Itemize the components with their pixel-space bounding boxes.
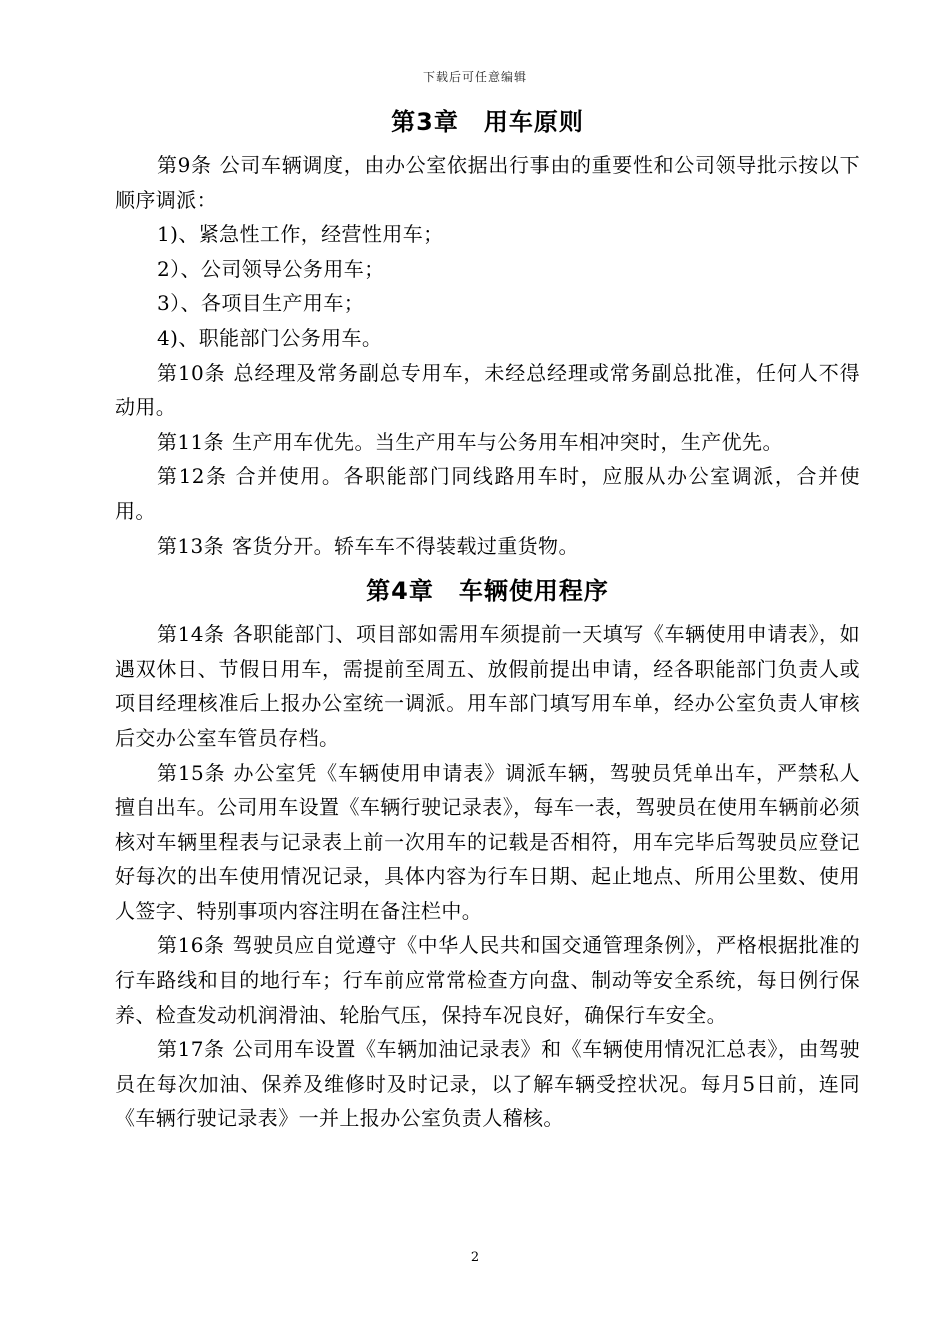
article-label: 第12条 [157, 464, 228, 489]
article-13 [115, 529, 860, 564]
header-note: 下载后可任意编辑 [422, 70, 527, 84]
article-14 [115, 617, 860, 755]
article-15 [115, 756, 860, 929]
article-text: 客货分开。轿车车不得装载过重货物。 [232, 533, 579, 558]
document-body [115, 102, 860, 1136]
article-text: 生产用车优先。当生产用车与公务用车相冲突时，生产优先。 [232, 429, 783, 454]
article-text: 驾驶员应自觉遵守《中华人民共和国交通管理条例》，严格根据批准的行车路线和目的地行车；行车前应常常检查方向盘、制动等安全系统，每日例行保养、检查发动机润滑油、轮胎气压，保持车况良好，确保行车安全。 [115, 933, 860, 1027]
article-text: 办公室凭《车辆使用申请表》调派车辆，驾驶员凭单出车，严禁私人擅自出车。公司用车设置《车辆行驶记录表》，每车一表，驾驶员在使用车辆前必须核对车辆里程表与记录表上前一次用车的记载是否相符，用车完毕后驾驶员应登记好每次的出车使用情况记录，具体内容为行车日期、起止地点、所用公里数、使用人签字、特别事项内容注明在备注栏中。 [115, 760, 860, 923]
list-item-4: 4)、职能部门公务用车。 [157, 325, 383, 350]
article-11 [115, 425, 860, 460]
article-label: 第14条 [157, 622, 225, 647]
article-text: 公司用车设置《车辆加油记录表》和《车辆使用情况汇总表》，由驾驶员在每次加油、保养及维修时及时记录，以了解车辆受控状况。每月5日前，连同《车辆行驶记录表》一并上报办公室负责人稽核。 [115, 1037, 860, 1131]
page-number: 2 [470, 1250, 480, 1265]
article-label: 第11条 [157, 429, 225, 454]
article-label: 第10条 [157, 360, 226, 385]
article-label: 第16条 [157, 933, 225, 958]
article-label: 第15条 [157, 760, 226, 785]
list-item-1: 1)、紧急性工作，经营性用车； [157, 222, 444, 247]
article-text: 合并使用。各职能部门同线路用车时，应服从办公室调派，合并使用。 [115, 464, 860, 523]
article-label: 第17条 [157, 1037, 225, 1062]
article-10 [115, 356, 860, 425]
article-label: 第9条 [157, 153, 212, 177]
article-12 [115, 459, 860, 528]
article-16 [115, 928, 860, 1032]
article-9 [115, 148, 860, 217]
chapter-4-title: 第4章 车辆使用程序 [366, 577, 609, 606]
article-text: 公司车辆调度，由办公室依据出行事由的重要性和公司领导批示按以下顺序调派： [115, 153, 860, 212]
article-17 [115, 1032, 860, 1136]
list-item-3: 3）、各项目生产用车； [157, 291, 365, 316]
chapter-3-title: 第3章 用车原则 [391, 108, 584, 136]
article-label: 第13条 [157, 533, 225, 558]
list-item-2: 2）、公司领导公务用车； [157, 256, 385, 281]
article-text: 各职能部门、项目部如需用车须提前一天填写《车辆使用申请表》，如遇双休日、节假日用车，需提前至周五、放假前提出申请，经各职能部门负责人或项目经理核准后上报办公室统一调派。用车部门填写用车单，经办公室负责人审核后交办公室车管员存档。 [115, 622, 860, 750]
article-text: 总经理及常务副总专用车，未经总经理或常务副总批准，任何人不得动用。 [115, 360, 860, 420]
